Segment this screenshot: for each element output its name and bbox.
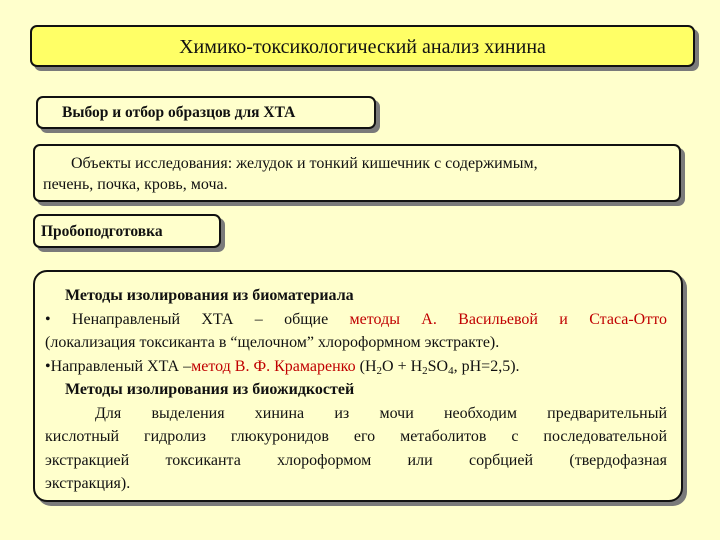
fluids-line-2: кислотный гидролиз глюкуронидов его метаболитов с последовательной [45, 428, 667, 445]
undirected-line-1 [45, 308, 667, 332]
directed-line [45, 355, 667, 379]
sample-selection-box [36, 96, 376, 129]
research-objects-box [33, 144, 681, 202]
slide-title-text: Химико-токсикологический анализ хинина [179, 36, 546, 58]
fluids-line-1: Для выделения хинина из мочи необходим предварительный [95, 404, 667, 422]
fluids-line-3: экстракцией токсиканта хлороформом или сорбцией (твердофазная [45, 451, 667, 469]
undirected-methods: методы А. Васильевой и Стаса-Отто [349, 310, 668, 328]
directed-ph: , рН=2,5). [453, 357, 520, 375]
heading-biofluids: Методы изолирования из биожидкостей [65, 381, 355, 398]
sample-selection-text: Выбор и отбор образцов для ХТА [62, 104, 296, 121]
isolation-methods-box [33, 270, 683, 502]
fluids-line-4: экстракция). [45, 475, 131, 492]
undirected-line-2: (локализация токсиканта в “щелочном” хлороформном экстракте). [45, 334, 500, 351]
directed-sub-3: 4 [448, 364, 454, 377]
research-objects-line-2: печень, почка, кровь, моча. [43, 176, 228, 193]
undirected-prefix: • Ненаправленый ХТА – общие [45, 310, 350, 328]
research-objects-line-1: Объекты исследования: желудок и тонкий кишечник с содержимым, [71, 155, 538, 172]
directed-prefix: •Направленый ХТА – [45, 357, 192, 375]
sample-preparation-text: Пробоподготовка [41, 223, 163, 240]
directed-sub-2: 2 [422, 364, 428, 377]
directed-so: SO [427, 357, 449, 375]
heading-biomaterial: Методы изолирования из биоматериала [65, 287, 354, 304]
slide-title [30, 25, 695, 67]
directed-sub-1: 2 [376, 364, 383, 377]
directed-o-plus: О + Н [382, 357, 423, 375]
sample-preparation-box [33, 214, 221, 248]
directed-method: метод В. Ф. Крамаренко [191, 357, 356, 375]
directed-h2o-open: (Н [355, 357, 377, 375]
